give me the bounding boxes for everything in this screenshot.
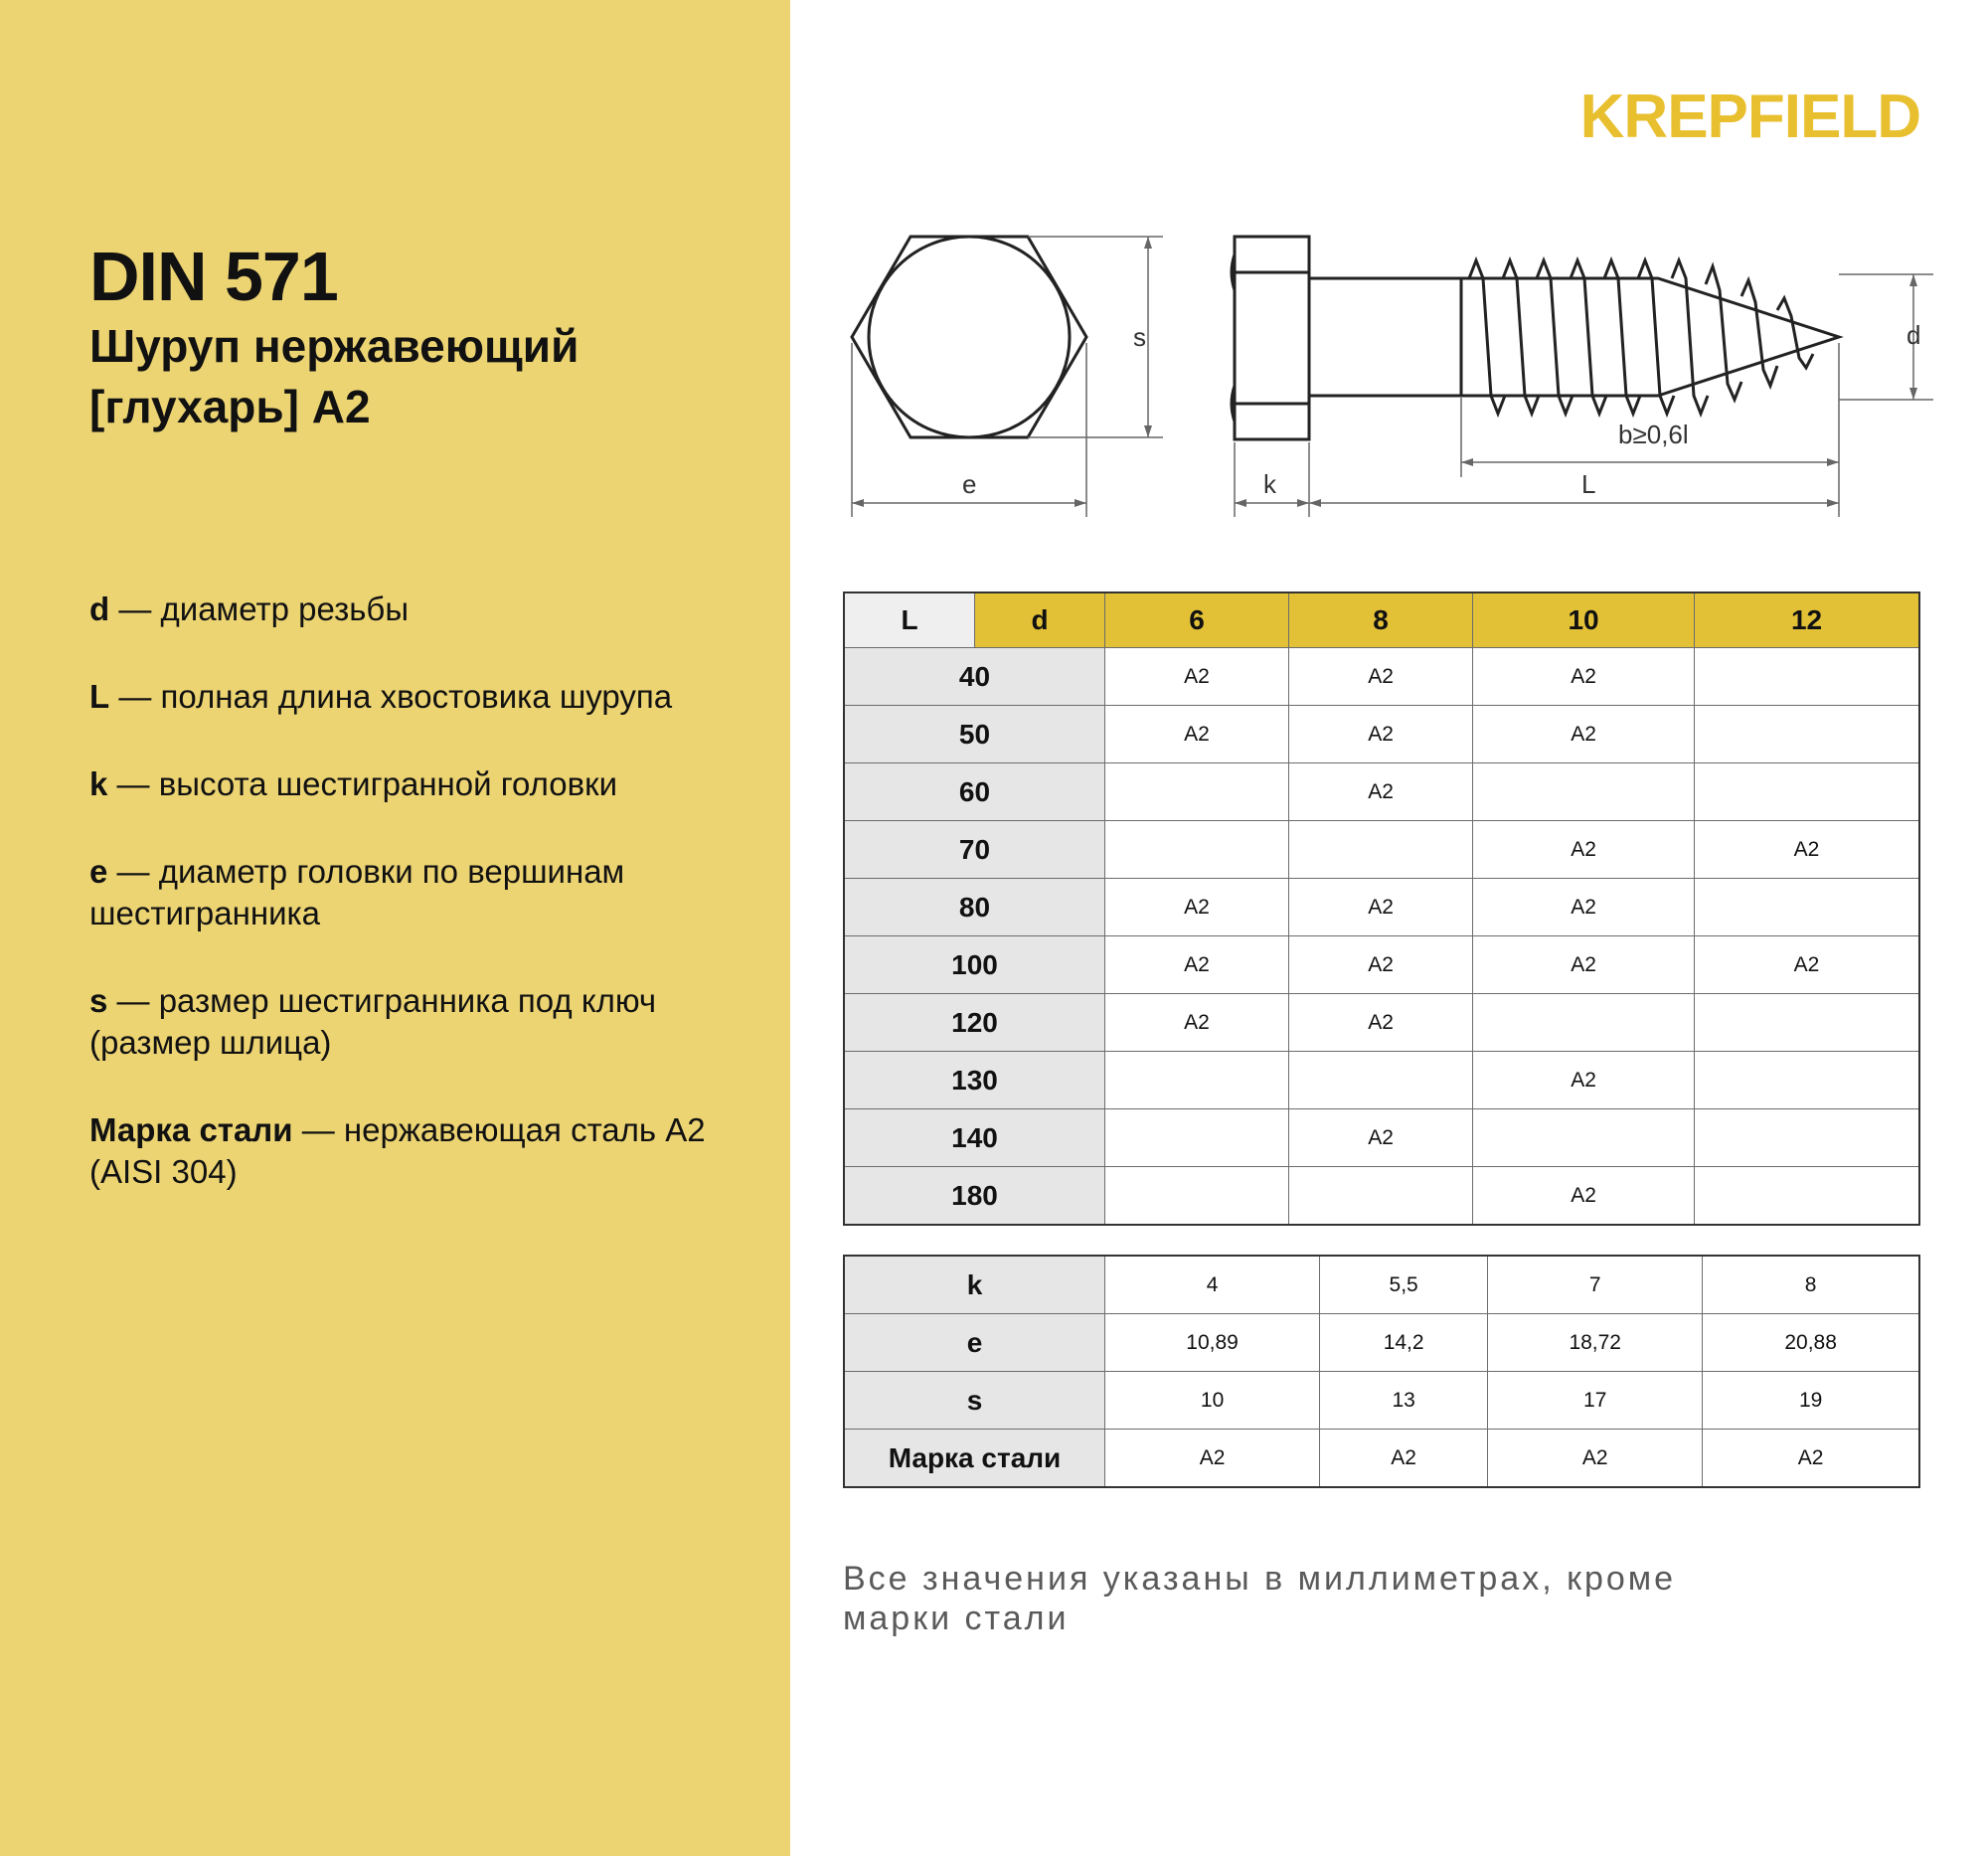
arrowheads-side <box>1235 274 1917 507</box>
table-cell <box>1105 763 1289 821</box>
corner-cell <box>844 592 1105 648</box>
label-k: k <box>1263 469 1276 499</box>
table-row <box>844 1052 1919 1109</box>
table-cell: A2 <box>1320 1430 1488 1488</box>
table-cell <box>1105 821 1289 879</box>
row-header: 40 <box>844 648 1105 706</box>
row-header: Марка стали <box>844 1430 1105 1488</box>
definition-d: d — диаметр резьбы <box>89 591 410 627</box>
brand-logo: KREPFIELD <box>1579 83 1920 151</box>
table-cell: 20,88 <box>1703 1314 1919 1372</box>
table-cell: A2 <box>1105 994 1289 1052</box>
label-s: s <box>1133 322 1146 352</box>
label-d: d <box>1906 320 1921 350</box>
table-cell: A2 <box>1488 1430 1703 1488</box>
table-cell: A2 <box>1289 706 1473 763</box>
table-cell: A2 <box>1105 706 1289 763</box>
page-subtitle: Шуруп нержавеющий [глухарь] A2 <box>89 320 580 432</box>
table-cell <box>1105 1167 1289 1226</box>
dimension-lines-hex <box>852 237 1163 517</box>
definition-s: s — размер шестигранника под ключ (размер шлица) <box>89 982 657 1061</box>
table-cell <box>1105 1052 1289 1109</box>
dimensions-table <box>843 1255 1920 1488</box>
row-header: k <box>844 1256 1105 1314</box>
table-cell: 14,2 <box>1320 1314 1488 1372</box>
arrowheads-hex <box>852 237 1152 507</box>
table-cell: A2 <box>1473 1167 1695 1226</box>
row-header: 120 <box>844 994 1105 1052</box>
table-cell: A2 <box>1473 648 1695 706</box>
table-cell: A2 <box>1695 936 1919 994</box>
table-cell <box>1695 706 1919 763</box>
table-cell: 10 <box>1105 1372 1320 1430</box>
definition-L: L — полная длина хвостовика шурупа <box>89 678 673 715</box>
row-header: e <box>844 1314 1105 1372</box>
table-cell: A2 <box>1105 1430 1320 1488</box>
table-cell: A2 <box>1473 879 1695 936</box>
corner-d: d <box>975 593 1104 647</box>
row-header: 80 <box>844 879 1105 936</box>
table-header-row <box>844 592 1919 648</box>
corner-L: L <box>845 593 975 647</box>
table-cell: A2 <box>1289 994 1473 1052</box>
table-cell: A2 <box>1703 1430 1919 1488</box>
label-b: b≥0,6l <box>1618 420 1689 449</box>
row-header: s <box>844 1372 1105 1430</box>
table-cell: A2 <box>1105 936 1289 994</box>
row-header: 60 <box>844 763 1105 821</box>
table-cell: A2 <box>1473 821 1695 879</box>
column-header: 8 <box>1289 592 1473 648</box>
table-row <box>844 648 1919 706</box>
table-row <box>844 879 1919 936</box>
table-cell: 7 <box>1488 1256 1703 1314</box>
table-cell: A2 <box>1473 706 1695 763</box>
table-cell <box>1105 1109 1289 1167</box>
table-cell <box>1473 763 1695 821</box>
table-row <box>844 1109 1919 1167</box>
availability-table <box>843 591 1920 1226</box>
table-cell: A2 <box>1289 1109 1473 1167</box>
table-cell: A2 <box>1289 936 1473 994</box>
table-row <box>844 1167 1919 1226</box>
table-row <box>844 821 1919 879</box>
table-cell: 17 <box>1488 1372 1703 1430</box>
table-cell: A2 <box>1289 763 1473 821</box>
definition-e: e — диаметр головки по вершинам шестигранника <box>89 853 625 931</box>
table-cell: A2 <box>1473 936 1695 994</box>
screw-side-view <box>1232 237 1839 439</box>
column-header: 10 <box>1473 592 1695 648</box>
table-row <box>844 936 1919 994</box>
table-cell <box>1289 821 1473 879</box>
row-header: 50 <box>844 706 1105 763</box>
screw-technical-drawing <box>835 219 1958 537</box>
table-cell: A2 <box>1289 879 1473 936</box>
definition-k: k — высота шестигранной головки <box>89 765 618 802</box>
table-cell: 4 <box>1105 1256 1320 1314</box>
table-cell: A2 <box>1289 648 1473 706</box>
table-cell <box>1289 1167 1473 1226</box>
units-note: Все значения указаны в миллиметрах, кроме марки стали <box>843 1560 1677 1637</box>
table-row <box>844 706 1919 763</box>
table-cell <box>1289 1052 1473 1109</box>
table-row <box>844 1314 1919 1372</box>
column-header: 6 <box>1105 592 1289 648</box>
hex-head-top-view <box>852 237 1086 437</box>
table-cell <box>1695 1052 1919 1109</box>
row-header: 180 <box>844 1167 1105 1226</box>
table-cell: A2 <box>1105 879 1289 936</box>
row-header: 130 <box>844 1052 1105 1109</box>
row-header: 140 <box>844 1109 1105 1167</box>
table-cell: A2 <box>1473 1052 1695 1109</box>
table-cell <box>1695 763 1919 821</box>
table-row <box>844 994 1919 1052</box>
table-cell: A2 <box>1105 648 1289 706</box>
label-L: L <box>1581 469 1596 499</box>
table-cell: 13 <box>1320 1372 1488 1430</box>
label-e: e <box>962 469 977 499</box>
table-cell: 18,72 <box>1488 1314 1703 1372</box>
page-title: DIN 571 <box>89 238 338 315</box>
table-cell: A2 <box>1695 821 1919 879</box>
screw-threads <box>1469 260 1813 414</box>
column-header: 12 <box>1695 592 1919 648</box>
table-cell <box>1695 1109 1919 1167</box>
table-cell: 19 <box>1703 1372 1919 1430</box>
table-cell <box>1473 1109 1695 1167</box>
table-cell: 8 <box>1703 1256 1919 1314</box>
table-cell <box>1473 994 1695 1052</box>
definition-steel: Марка стали — нержавеющая сталь A2 (AISI 304) <box>89 1111 706 1190</box>
definitions-list <box>89 589 765 1239</box>
table-row <box>844 1430 1919 1488</box>
table-cell: 5,5 <box>1320 1256 1488 1314</box>
table-cell: 10,89 <box>1105 1314 1320 1372</box>
table-cell <box>1695 879 1919 936</box>
table-row <box>844 1256 1919 1314</box>
table-row <box>844 763 1919 821</box>
table-cell <box>1695 648 1919 706</box>
row-header: 100 <box>844 936 1105 994</box>
table-cell <box>1695 994 1919 1052</box>
table-row <box>844 1372 1919 1430</box>
table-cell <box>1695 1167 1919 1226</box>
row-header: 70 <box>844 821 1105 879</box>
